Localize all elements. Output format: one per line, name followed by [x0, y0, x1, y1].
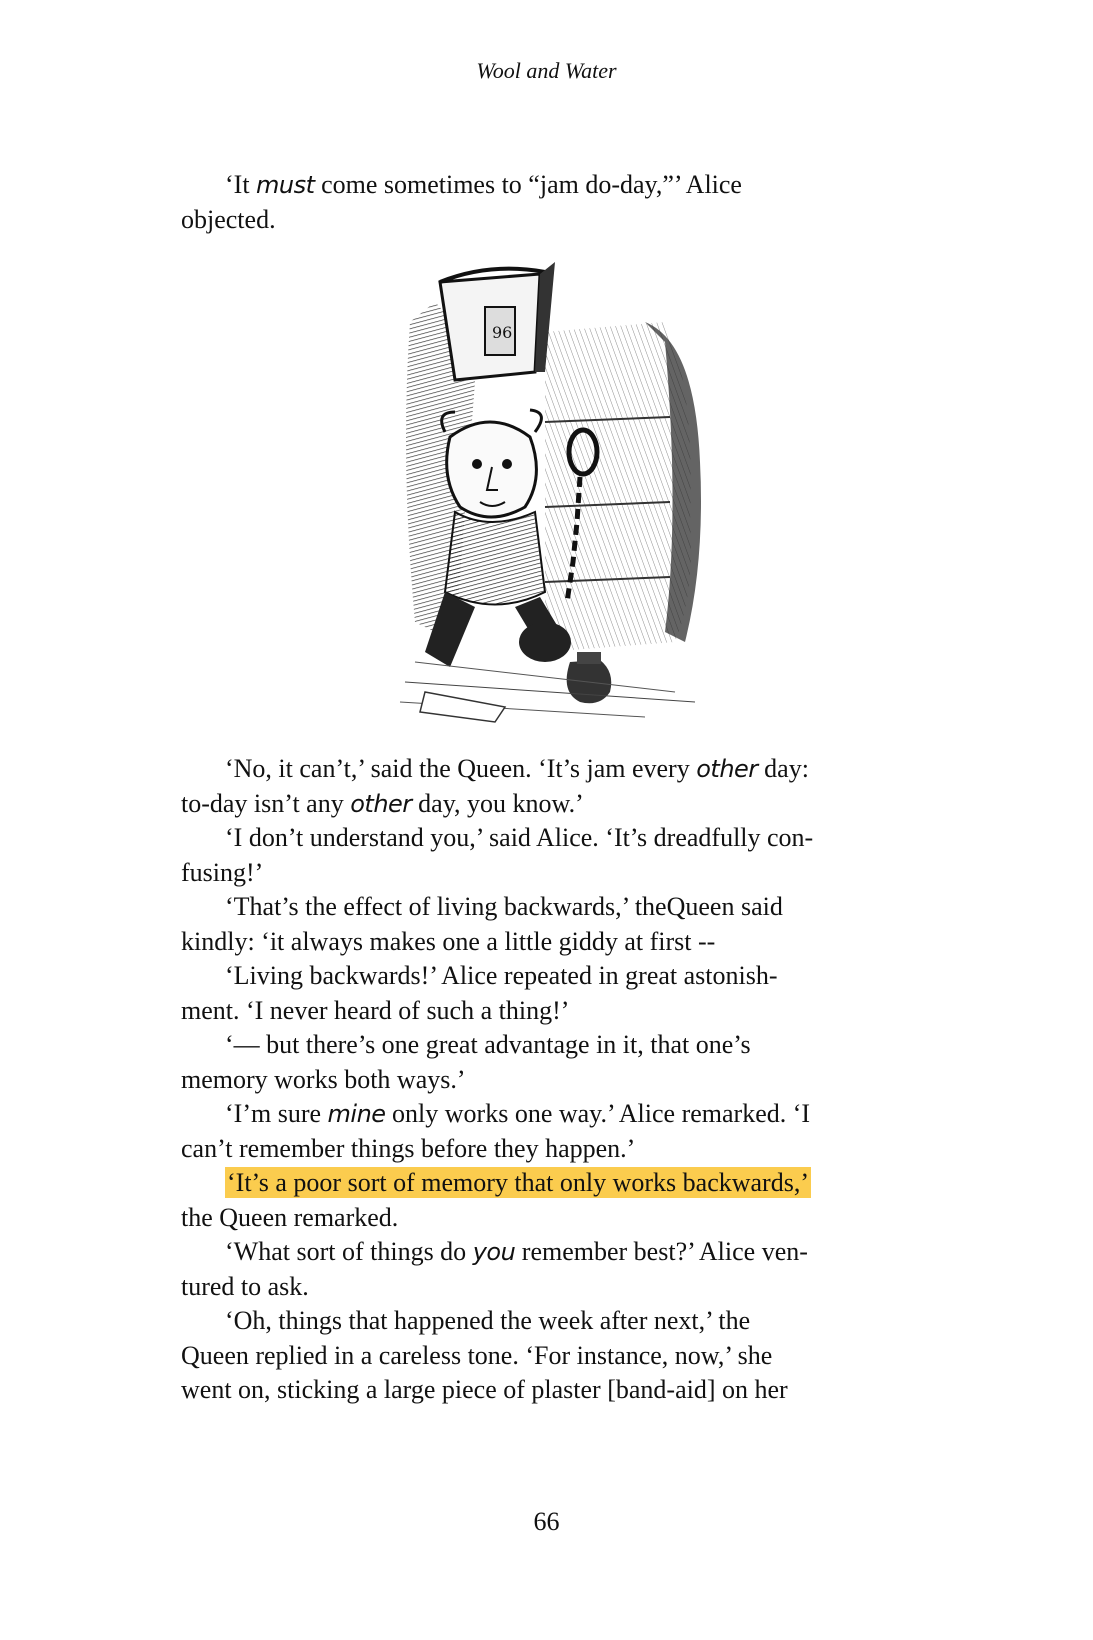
- paragraph: [181, 752, 901, 787]
- paragraph: ‘Living backwards!’ Alice repeated in great astonish-: [225, 961, 778, 990]
- paragraph: ‘Oh, things that happened the week after next,’ the: [225, 1306, 751, 1335]
- text-span: ‘No, it can’t,’ said the Queen. ‘It’s jam every: [225, 754, 697, 783]
- text-span: come sometimes to “jam do-day,”’ Alice: [314, 170, 742, 199]
- hatter-in-prison-engraving-icon: [395, 262, 715, 732]
- text-span: ‘I’m sure: [225, 1099, 328, 1128]
- running-header: Wool and Water: [476, 58, 617, 83]
- top-paragraph: [181, 168, 901, 237]
- text-span: remember best?’ Alice ven-: [515, 1237, 808, 1266]
- paragraph-line: [181, 787, 901, 822]
- paragraph: [181, 1097, 901, 1132]
- paragraph: ‘— but there’s one great advantage in it, that one’s: [225, 1030, 751, 1059]
- emphasis: must: [256, 171, 315, 199]
- emphasis: other: [696, 755, 758, 783]
- paragraph-line: memory works both ways.’: [181, 1064, 466, 1094]
- text-span: ‘What sort of things do: [225, 1237, 473, 1266]
- highlighted-text[interactable]: ‘It’s a poor sort of memory that only works backwards,’: [227, 1168, 809, 1197]
- paragraph-line: ment. ‘I never heard of such a thing!’: [181, 995, 570, 1025]
- text-span: to-day isn’t any: [181, 788, 351, 818]
- paragraph-line: Queen replied in a careless tone. ‘For instance, now,’ she: [181, 1340, 773, 1370]
- paragraph-line: can’t remember things before they happen.’: [181, 1133, 636, 1163]
- paragraph-line: the Queen remarked.: [181, 1202, 399, 1232]
- text-span: ‘It: [225, 170, 257, 199]
- paragraph: ‘That’s the effect of living backwards,’ theQueen said: [225, 892, 783, 921]
- paragraph: [181, 1166, 901, 1201]
- text-span: only works one way.’ Alice remarked. ‘I: [385, 1099, 811, 1128]
- text-line: objected.: [181, 204, 276, 234]
- text-span: day:: [757, 754, 809, 783]
- paragraph: [181, 1235, 901, 1270]
- svg-text:96: 96: [492, 323, 513, 342]
- emphasis: you: [472, 1238, 516, 1266]
- body-text: [181, 752, 901, 1408]
- emphasis: mine: [327, 1100, 386, 1128]
- paragraph-line: went on, sticking a large piece of plaster [band-aid] on her: [181, 1375, 788, 1404]
- page-number: 66: [533, 1507, 560, 1536]
- paragraph-line: tured to ask.: [181, 1271, 309, 1301]
- paragraph-line: fusing!’: [181, 857, 264, 887]
- emphasis: other: [350, 789, 412, 818]
- paragraph-line: kindly: ‘it always makes one a little giddy at first --: [181, 926, 716, 956]
- text-span: day, you know.’: [411, 788, 584, 818]
- paragraph: ‘I don’t understand you,’ said Alice. ‘It’s dreadfully con-: [225, 823, 814, 852]
